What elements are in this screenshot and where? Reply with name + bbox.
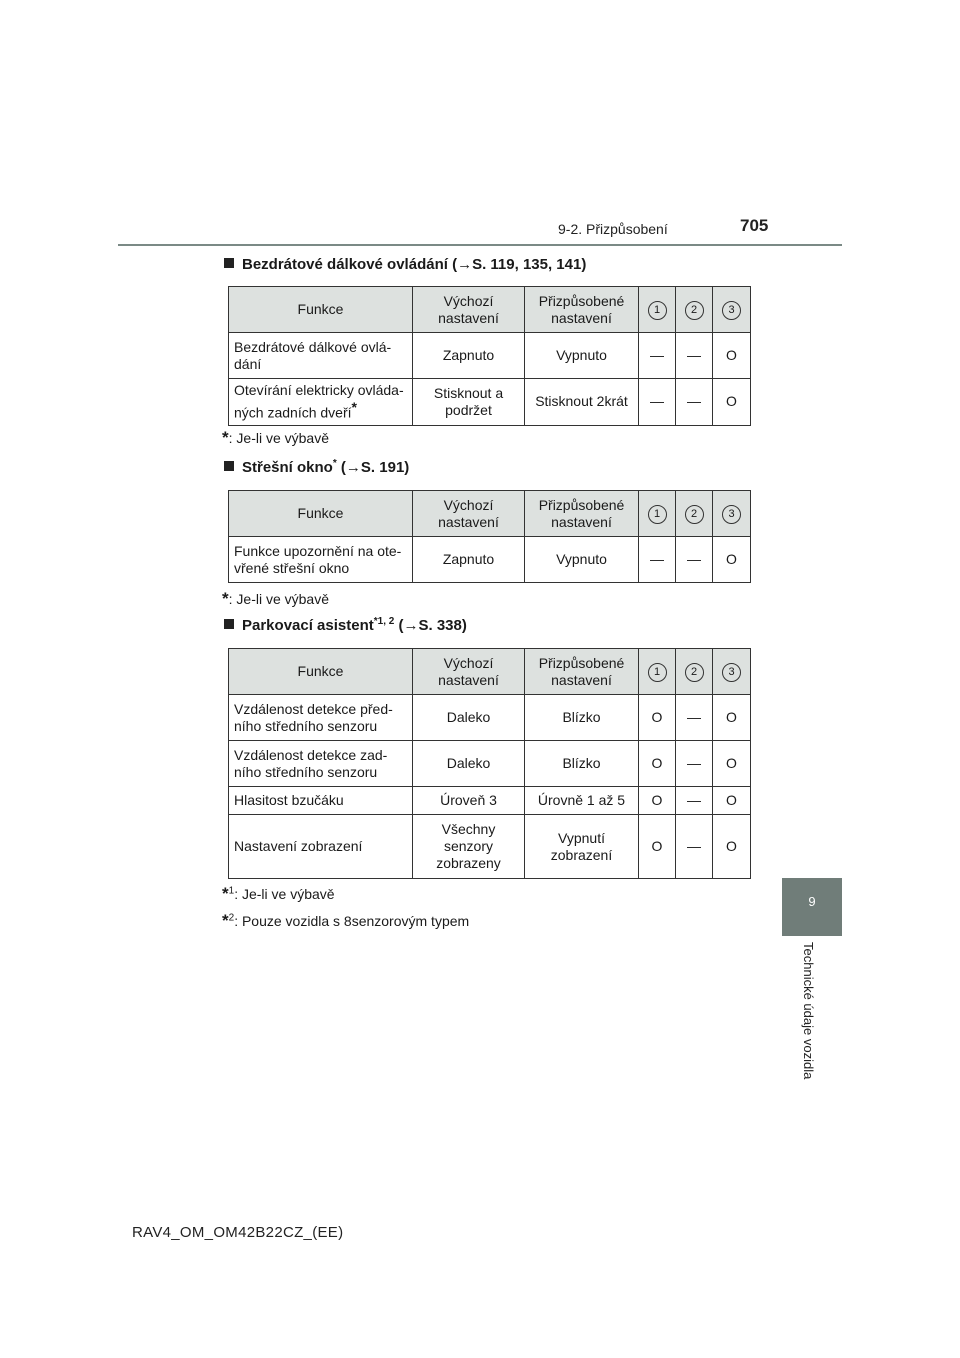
footnote: *: Je-li ve výbavě: [222, 589, 329, 608]
c3-cell: O: [713, 787, 751, 815]
table-sunroof: [228, 490, 751, 583]
custom-cell: Blízko: [525, 695, 639, 741]
section-title-parking: Parkovací asistent$^{*1, 2}$ (→S. 338): [224, 616, 467, 634]
default-cell: Úroveň 3: [413, 787, 525, 815]
circled-2-icon: 2: [685, 663, 704, 682]
section-title-sunroof: Střešní okno* (→S. 191): [224, 458, 409, 476]
c1-cell: —: [639, 379, 676, 426]
header-divider: [118, 244, 842, 246]
col-funkce: Funkce: [229, 649, 413, 695]
table-row: [229, 815, 751, 879]
c2-cell: —: [676, 333, 713, 379]
custom-cell: Vypnutí zobrazení: [525, 815, 639, 879]
feature-cell: Vzdálenost detekce předního středního senzoru: [229, 695, 413, 741]
chapter-number: 9: [808, 894, 816, 909]
c2-cell: —: [676, 695, 713, 741]
footnote-mark: *: [351, 399, 357, 415]
footnote: *$^2$: Pouze vozidla s 8senzorovým typem: [222, 911, 470, 930]
default-cell: Stisknout a podržet: [413, 379, 525, 426]
circled-2-icon: 2: [685, 301, 704, 320]
document-code: RAV4_OM_OM42B22CZ_(EE): [132, 1224, 344, 1241]
c1-cell: O: [639, 815, 676, 879]
table-row: [229, 787, 751, 815]
default-cell: Daleko: [413, 741, 525, 787]
feature-cell: Funkce upozornění na otevřené střešní okno: [229, 537, 413, 583]
custom-cell: Úrovně 1 až 5: [525, 787, 639, 815]
c3-cell: O: [713, 815, 751, 879]
c3-cell: O: [713, 537, 751, 583]
col-2: [676, 491, 713, 537]
col-prizpusobene: Přizpůsobené nastavení: [525, 287, 639, 333]
circled-1-icon: 1: [648, 663, 667, 682]
custom-cell: Stisknout 2krát: [525, 379, 639, 426]
col-3: [713, 491, 751, 537]
col-prizpusobene: Přizpůsobené nastavení: [525, 491, 639, 537]
c2-cell: —: [676, 537, 713, 583]
table-header-row: [229, 649, 751, 695]
custom-cell: Vypnuto: [525, 537, 639, 583]
col-vychozi: Výchozí nastavení: [413, 649, 525, 695]
square-bullet-icon: [224, 461, 234, 471]
circled-1-icon: 1: [648, 505, 667, 524]
col-vychozi: Výchozí nastavení: [413, 287, 525, 333]
footnote: *$^1$: Je-li ve výbavě: [222, 884, 335, 903]
chapter-title: Technické údaje vozidla: [801, 942, 816, 1080]
col-funkce: Funkce: [229, 287, 413, 333]
default-cell: Daleko: [413, 695, 525, 741]
circled-3-icon: 3: [722, 505, 741, 524]
c3-cell: O: [713, 379, 751, 426]
circled-3-icon: 3: [722, 663, 741, 682]
c1-cell: —: [639, 537, 676, 583]
default-cell: Zapnuto: [413, 333, 525, 379]
col-1: [639, 649, 676, 695]
col-1: [639, 491, 676, 537]
table-row: [229, 695, 751, 741]
col-3: [713, 649, 751, 695]
col-funkce: Funkce: [229, 491, 413, 537]
table-row: [229, 741, 751, 787]
circled-2-icon: 2: [685, 505, 704, 524]
col-2: [676, 649, 713, 695]
default-cell: Zapnuto: [413, 537, 525, 583]
c2-cell: —: [676, 741, 713, 787]
footnote: *: Je-li ve výbavě: [222, 428, 329, 447]
feature-cell: Nastavení zobrazení: [229, 815, 413, 879]
feature-cell: Hlasitost bzučáku: [229, 787, 413, 815]
header-section-title: 9-2. Přizpůsobení: [558, 221, 668, 237]
c1-cell: O: [639, 695, 676, 741]
c1-cell: O: [639, 787, 676, 815]
table-row: [229, 379, 751, 426]
c2-cell: —: [676, 787, 713, 815]
c3-cell: O: [713, 333, 751, 379]
feature-cell: Vzdálenost detekce zadního středního senzoru: [229, 741, 413, 787]
c2-cell: —: [676, 379, 713, 426]
c3-cell: O: [713, 741, 751, 787]
c3-cell: O: [713, 695, 751, 741]
circled-1-icon: 1: [648, 301, 667, 320]
col-1: [639, 287, 676, 333]
feature-cell: Otevírání elektricky ovládaných zadních dveří*: [229, 379, 413, 426]
circled-3-icon: 3: [722, 301, 741, 320]
c1-cell: —: [639, 333, 676, 379]
page-number: 705: [740, 216, 769, 235]
col-vychozi: Výchozí nastavení: [413, 491, 525, 537]
table-parking: [228, 648, 751, 879]
table-row: [229, 333, 751, 379]
col-prizpusobene: Přizpůsobené nastavení: [525, 649, 639, 695]
c2-cell: —: [676, 815, 713, 879]
table-header-row: [229, 491, 751, 537]
custom-cell: Blízko: [525, 741, 639, 787]
feature-cell: Bezdrátové dálkové ovládání: [229, 333, 413, 379]
col-2: [676, 287, 713, 333]
table-header-row: [229, 287, 751, 333]
custom-cell: Vypnuto: [525, 333, 639, 379]
section-title-remote: Bezdrátové dálkové ovládání (→S. 119, 135, 141): [224, 256, 586, 273]
square-bullet-icon: [224, 258, 234, 268]
square-bullet-icon: [224, 619, 234, 629]
table-remote: [228, 286, 751, 426]
default-cell: Všechny senzory zobrazeny: [413, 815, 525, 879]
table-row: [229, 537, 751, 583]
c1-cell: O: [639, 741, 676, 787]
col-3: [713, 287, 751, 333]
